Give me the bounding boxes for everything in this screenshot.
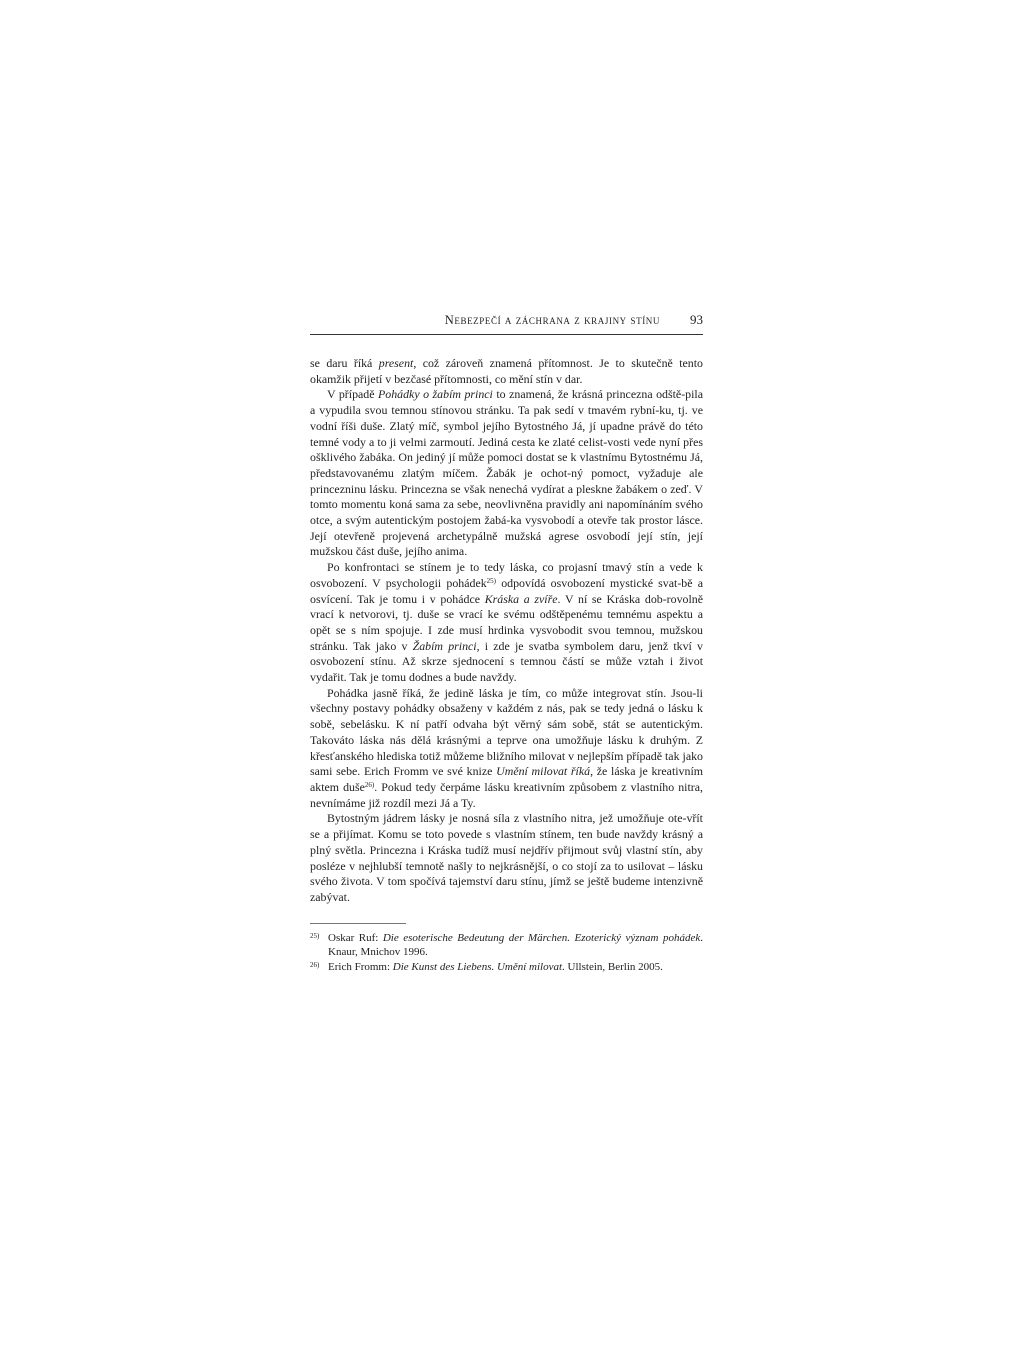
italic-text: Die esoterische Bedeutung der Märchen. Ezoterický význam pohádek bbox=[382, 931, 701, 944]
italic-text: Žabím princi bbox=[412, 638, 477, 653]
text-run: . Ullstein, Berlin 2005. bbox=[562, 961, 663, 974]
italic-text: present bbox=[378, 356, 414, 370]
footnote-number: 25) bbox=[310, 931, 320, 940]
running-header bbox=[310, 312, 703, 335]
page-number: 93 bbox=[690, 312, 703, 327]
text-run: . Knaur, Mnichov 1996. bbox=[328, 931, 704, 958]
text-run: Pohádka jasně říká, že jedině láska je tím, co může integrovat stín. Jsou-li všechny postavy pohádky obsaženy v každém z nás, pak se tedy jedná o lásku k sobě, sebelásku. K ní patří odvaha být věrný sám sobě, stát se autentickým. Takováto láska nás dělá krásnými a teprve ona umožňuje lásku k druhým. Z křesťanského hlediska totiž můžeme bližního milovat v nejlepším případě tak jako sami sebe. Erich Fromm ve své knize bbox=[310, 685, 703, 779]
paragraph bbox=[310, 686, 703, 812]
text-run: , což zároveň znamená přítomnost. Je to skutečně tento okamžik přijetí v bezčasé přítomnosti, co mění stín v dar. bbox=[310, 356, 703, 386]
footnote-reference: 26) bbox=[364, 780, 375, 789]
book-page bbox=[310, 312, 703, 975]
paragraph bbox=[310, 387, 703, 560]
italic-text: Pohádky o žabím princi bbox=[378, 387, 493, 402]
italic-text: Die Kunst des Liebens. Umění milovat bbox=[392, 961, 563, 974]
italic-text: Umění milovat říká bbox=[496, 764, 591, 779]
body-text bbox=[310, 356, 703, 906]
footnote bbox=[310, 931, 703, 959]
footnote-text bbox=[328, 960, 703, 974]
footnote bbox=[310, 960, 703, 974]
text-run: Erich Fromm: bbox=[328, 961, 393, 974]
text-run: Oskar Ruf: bbox=[328, 931, 383, 944]
footnote-separator bbox=[310, 923, 406, 924]
text-run: odpovídá osvobození mystické svat-bě a osvícení. Tak je tomu i v pohádce bbox=[310, 575, 703, 606]
chapter-title: Nebezpečí a záchrana z krajiny stínu bbox=[444, 313, 660, 327]
text-run: se daru říká bbox=[310, 356, 379, 370]
italic-text: Kráska a zvíře bbox=[484, 591, 558, 606]
paragraph bbox=[310, 356, 703, 387]
paragraph bbox=[310, 811, 703, 905]
paragraph bbox=[310, 560, 703, 686]
footnote-number: 26) bbox=[310, 961, 320, 970]
footnotes bbox=[310, 931, 703, 975]
text-run: , i zde je svatba symbolem daru, jenž tkví v osvobození stínu. Až skrze sjednocení s temnou částí se může vztah i život vydařit. Tak je tomu dodnes a bude navždy. bbox=[310, 638, 703, 685]
text-run: V případě bbox=[327, 387, 379, 402]
footnote-reference: 25) bbox=[486, 576, 497, 585]
text-run: . Pokud tedy čerpáme lásku kreativním způsobem z vlastního nitra, nevnímáme již rozdíl mezi Já a Ty. bbox=[310, 779, 703, 810]
text-run: , že láska je kreativním aktem duše bbox=[310, 764, 703, 794]
text-run: to znamená, že krásná princezna odště-pila a vypudila svou temnou stínovou stránku. Ta pak sedí v tmavém rybní-ku, tj. ve vodní říši duše. Zlatý míč, symbol jejího Bytostného Já, jí upadne právě do této temné vody a to ji velmi zarmoutí. Jediná cesta ke zlaté celist-vosti vede nyní přes ošklivého žabáka. On jediný jí může pomoci dostat se k vlastnímu Bytostnému Já, představovanému zlatým míčem. Žabák je ochot-ný pomoct, vyžaduje ale princezninu lásku. Princezna se však nenechá vydírat a pleskne žabákem o zeď. V tomto momentu koná sama za sebe, neovlivněna pravidly ani napomínáním svého otce, a svým autentickým postojem žabá-ka vysvobodí a otevře tak prostor lásce. Její otevřeně projevená archetypálně mužská agrese osvobodí její stín, její mužskou část duše, jejího anima. bbox=[310, 387, 703, 559]
text-run: Po konfrontaci se stínem je to tedy láska, co projasní tmavý stín a vede k osvobození. V psychologii pohádek bbox=[310, 560, 703, 590]
text-run: Bytostným jádrem lásky je nosná síla z vlastního nitra, jež umožňuje ote-vřít se a přijímat. Komu se toto povede s vlastním stínem, ten bude navždy krásný a plný světla. Princezna i Kráska tudíž musí nejdřív přijmout svůj vlastní stín, aby posléze v nejhlubší temnotě našly to nejkrásnější, o co stojí za to usilovat – lásku svého života. V tom spočívá tajemství daru stínu, jímž se ještě budeme intenzivně zabývat. bbox=[310, 811, 703, 904]
footnote-text bbox=[328, 931, 703, 959]
text-run: . V ní se Kráska dob-rovolně vrací k netvorovi, tj. duše se vrací ke svému odštěpenému temnému aspektu a opět se s ním spojuje. I zde musí hrdinka vysvobodit svou temnou, mužskou stránku. Tak jako v bbox=[310, 591, 703, 653]
